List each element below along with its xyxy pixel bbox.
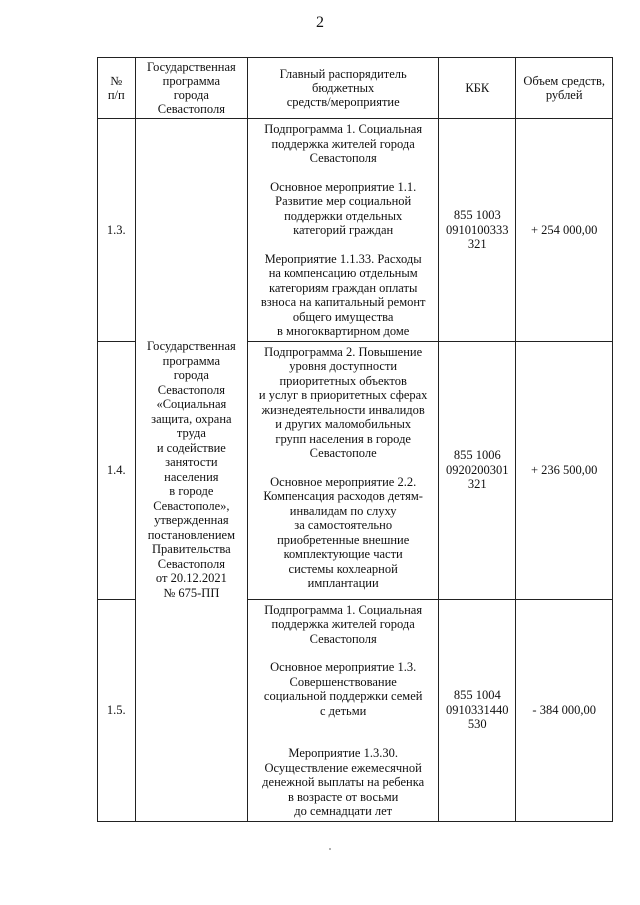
kbk-line: 321 [467,237,487,251]
description-line: на компенсацию отдельным [268,266,418,280]
description-line: поддержки отдельных [284,208,403,223]
description-line: Осуществление ежемесячной [264,760,422,775]
header-description [248,58,439,119]
description-line: групп населения в городе [275,431,411,446]
header-program-line: программа [162,74,221,88]
description-line: Совершенствование [289,674,397,689]
kbk-line: 0910100333 [446,222,509,237]
program-name-line: защита, охрана [151,411,232,426]
program-name-line: программа [162,353,221,368]
program-name-line: занятости [165,455,218,470]
row-num: 1.5. [98,599,136,821]
header-description-line: Главный распорядитель [279,67,407,81]
description-line: Основное мероприятие 1.1. [270,179,417,194]
header-program-line: города [173,88,209,102]
description-line: Мероприятие 1.3.30. [288,746,398,760]
program-name-line: Севастополе», [153,498,230,513]
row-num: 1.4. [98,341,136,599]
kbk-cell [439,341,516,599]
description-line: в многоквартирном доме [276,324,410,338]
description-line: общего имущества [292,309,394,324]
program-name-line: «Социальная [156,397,227,412]
amount-cell: - 384 000,00 [516,599,613,821]
header-description-line: бюджетных [312,81,375,95]
program-name-line: труда [176,426,206,441]
kbk-line: 855 1004 [453,688,501,703]
budget-table [97,57,613,822]
description-line: уровня доступности [289,359,398,373]
kbk-cell [439,119,516,342]
description-line: жизнедеятельности инвалидов [261,402,425,417]
description-line: Севастополя [309,151,377,165]
description-line: и услуг в приоритетных сферах [258,388,428,402]
description-line: Мероприятие 1.1.33. Расходы [264,251,422,266]
program-name-line: Государственная [146,339,236,354]
page-number: 2 [316,14,324,31]
description-line: поддержка жителей города [271,617,415,631]
header-amount-line: рублей [545,88,583,102]
program-name-line: утвержденная [154,513,229,528]
description-line: Подпрограмма 2. Повышение [264,344,423,359]
description-line: Севастополе [309,446,377,460]
amount-cell: + 254 000,00 [516,119,613,342]
program-name-line: от 20.12.2021 [155,571,227,586]
table-row [98,119,613,342]
row-num: 1.3. [98,119,136,342]
header-amount-line: Объем средств, [523,74,606,88]
footer-mark [329,848,331,850]
description-line: инвалидам по слуху [289,503,397,518]
header-kbk-line: КБК [465,81,490,95]
description-line: приобретенные внешние [277,532,410,547]
description-line: категориям граждан оплаты [268,280,418,295]
kbk-line: 321 [467,477,487,492]
description-line: поддержка жителей города [271,136,415,151]
description-line: взноса на капитальный ремонт [260,295,426,309]
description-line: с детьми [319,703,367,718]
description-line: Основное мероприятие 1.3. [270,660,417,674]
header-program [135,58,248,119]
program-name-line: Севастополя [157,382,225,397]
description-line: до семнадцати лет [294,804,393,818]
description-line: категорий граждан [293,223,394,237]
amount-cell: + 236 500,00 [516,341,613,599]
program-name-line: Севастополя [157,556,225,571]
kbk-line: 855 1006 [453,448,501,463]
header-description-line: средств/мероприятие [286,95,400,109]
program-name-line: города [173,368,209,383]
description-line: Севастополя [309,631,377,646]
table-header-row [98,58,613,119]
program-name-cell [135,119,248,822]
header-program-line: Государственная [146,60,236,74]
header-program-line: Севастополя [157,102,225,116]
description-line: Подпрограмма 1. Социальная [264,602,423,617]
description-line: Компенсация расходов детям- [263,489,423,503]
description-cell [248,119,439,342]
kbk-line: 855 1003 [453,208,501,222]
program-name-line: населения [164,469,219,484]
description-line: и других маломобильных [275,417,412,431]
kbk-cell [439,599,516,821]
program-name-line: Правительства [152,542,231,557]
description-line: системы кохлеарной [288,561,398,576]
description-line: в возрасте от восьми [287,789,399,804]
description-line: Основное мероприятие 2.2. [270,474,417,489]
description-line: Подпрограмма 1. Социальная [264,122,423,136]
description-line: имплантации [307,576,379,590]
description-line: приоритетных объектов [279,373,407,388]
header-amount [516,58,613,119]
description-line: Развитие мер социальной [275,194,412,208]
description-line: денежной выплаты на ребенка [262,775,425,789]
program-name-line: в городе [169,484,214,499]
header-num-line: № [110,74,123,88]
description-line: комплектующие части [283,547,403,561]
program-name-line: и содействие [156,440,226,455]
description-line: за самостоятельно [294,518,393,532]
description-cell [248,599,439,821]
description-cell [248,341,439,599]
header-num-line: п/п [107,88,125,102]
description-line: социальной поддержки семей [263,689,423,703]
kbk-line: 530 [467,717,487,732]
kbk-line: 0920200301 [446,462,509,477]
kbk-line: 0910331440 [446,702,509,717]
header-kbk [439,58,516,119]
program-name-line: постановлением [147,527,235,542]
program-name-line: № 675-ПП [163,585,220,600]
header-num [98,58,136,119]
